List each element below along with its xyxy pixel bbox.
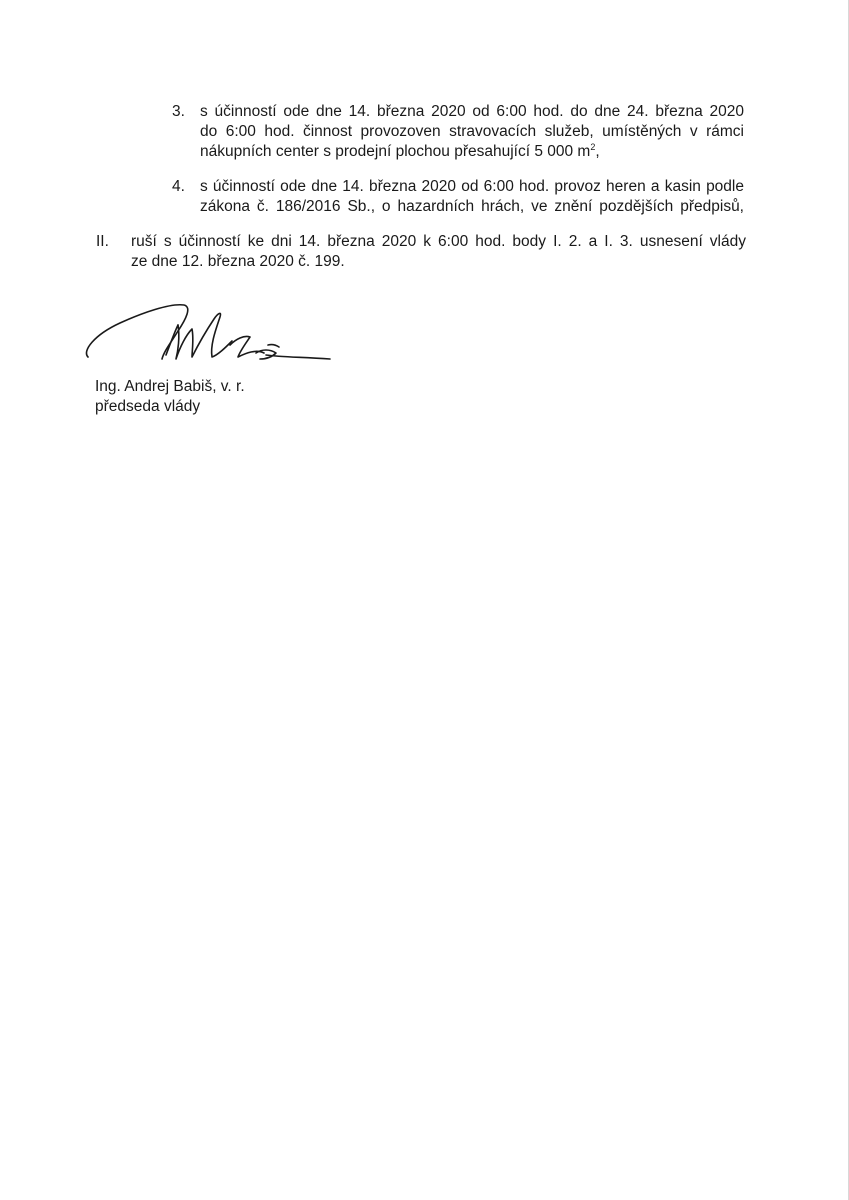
item-text xyxy=(131,232,746,272)
text-line: s účinností ode dne 14. března 2020 od 6:00 hod. provoz heren a kasin podle xyxy=(200,178,744,195)
item-number: II. xyxy=(96,233,109,250)
list-item-3 xyxy=(172,102,744,162)
text-line: do 6:00 hod. činnost provozoven stravovacích služeb, umístěných v rámci xyxy=(200,123,744,140)
text-line: s účinností ode dne 14. března 2020 od 6:00 hod. do dne 24. března 2020 xyxy=(200,103,744,120)
item-number: 3. xyxy=(172,103,185,120)
handwritten-signature-icon xyxy=(80,295,340,375)
superscript: 2 xyxy=(590,142,596,152)
text-line xyxy=(200,142,744,162)
text-line: zákona č. 186/2016 Sb., o hazardních hrách, ve znění pozdějších předpisů, xyxy=(200,198,744,215)
signer-name: Ing. Andrej Babiš, v. r. xyxy=(95,378,245,395)
item-text xyxy=(200,102,744,162)
text-line-suffix: , xyxy=(595,143,600,160)
signer-block xyxy=(95,377,245,417)
text-line: ruší s účinností ke dni 14. března 2020 k 6:00 hod. body I. 2. a I. 3. usnesení vlády xyxy=(131,233,746,250)
item-number: 4. xyxy=(172,178,185,195)
text-line: ze dne 12. března 2020 č. 199. xyxy=(131,253,345,270)
list-item-4 xyxy=(172,177,744,217)
signer-title: předseda vlády xyxy=(95,398,201,415)
list-item-II xyxy=(96,232,746,272)
item-text xyxy=(200,177,744,217)
text-line-body: nákupních center s prodejní plochou přesahující 5 000 m xyxy=(200,143,591,160)
